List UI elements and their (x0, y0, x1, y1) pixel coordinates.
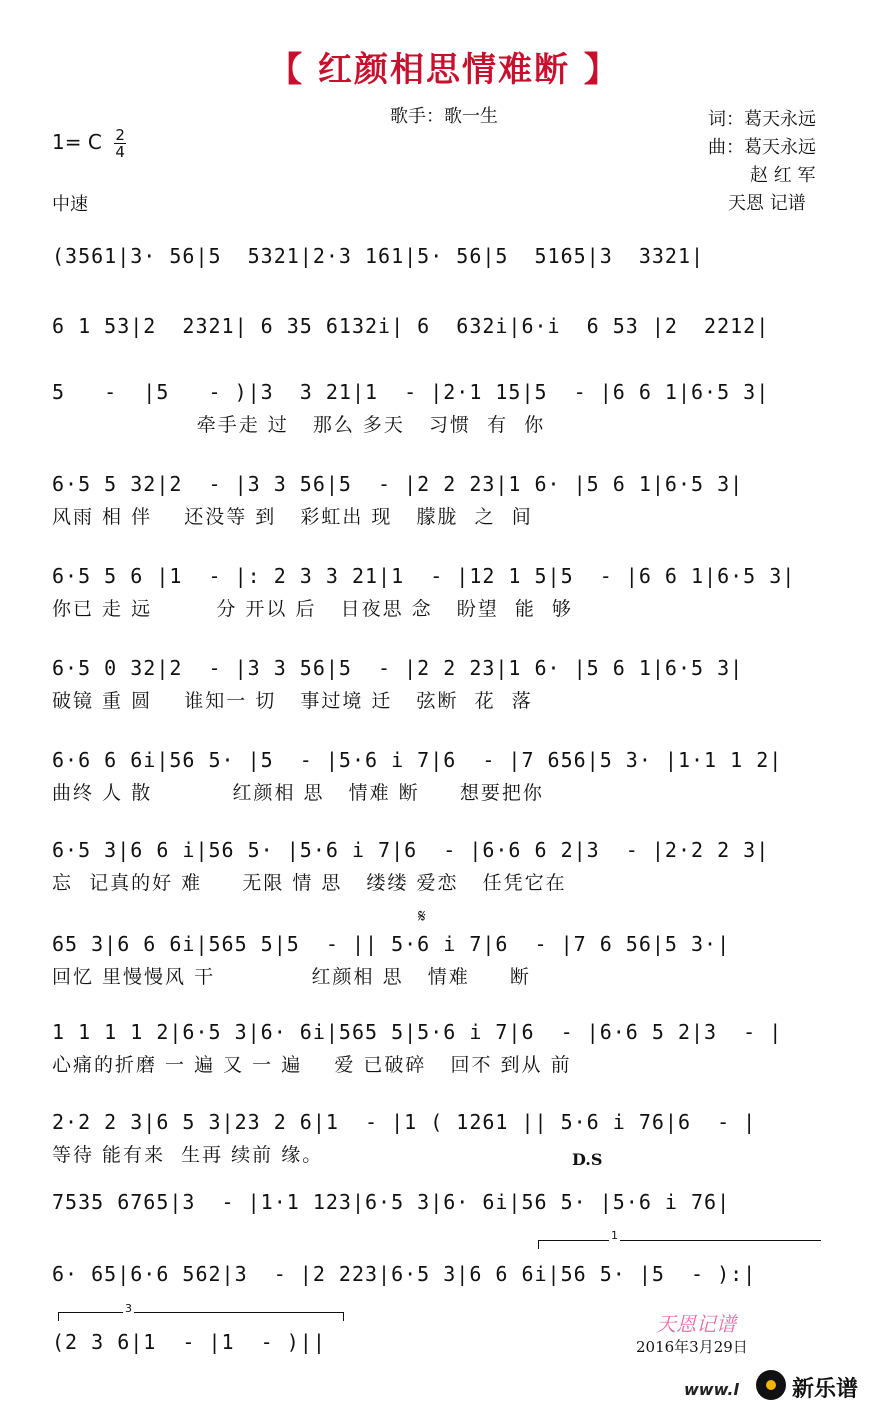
first-ending-label: 1 (611, 1229, 618, 1242)
notation-line: 7535 6765|3 - |1·1 123|6·5 3|6· 6i|56 5· |5·6 i 76| (52, 1190, 731, 1214)
lyricist-credit: 词：葛天永远 (708, 109, 816, 130)
page-title: 【 红颜相思情难断 】 (268, 50, 620, 90)
credits-block (708, 106, 816, 218)
watermark-url[interactable]: www.l (684, 1380, 739, 1399)
score-row (52, 562, 828, 622)
lyric-line: 你已 走 远 分 开以 后 日夜思 念 盼望 能 够 (52, 598, 573, 620)
notation-line: 6·6 6 6i|56 5· |5 - |5·6 i 7|6 - |7 656|5 3· |1·1 1 2| (52, 748, 783, 772)
score-row (52, 1188, 828, 1216)
notation-line: 6 1 53|2 2321| 6 35 6132i| 6 632i|6·i 6 53 |2 2212| (52, 314, 770, 338)
transcription-date: 2016年3月29日 (636, 1338, 748, 1356)
score-row (52, 1018, 828, 1078)
segno-icon: 𝄋 (418, 906, 426, 927)
triplet-label: 3 (125, 1302, 132, 1315)
lyric-line: 破镜 重 圆 谁知一 切 事过境 迁 弦断 花 落 (52, 690, 533, 712)
record-disc-icon (756, 1370, 786, 1400)
lyric-line: 忘 记真的好 难 无限 情 思 缕缕 爱恋 任凭它在 (52, 872, 567, 894)
watermark-brand[interactable]: 新乐谱 (792, 1377, 859, 1402)
time-signature-top: 2 (115, 126, 125, 144)
score-row (52, 836, 828, 896)
composer-credit-second: 赵 红 军 (750, 165, 816, 186)
first-ending-bracket (538, 1229, 821, 1249)
lyric-line: 牵手走 过 那么 多天 习惯 有 你 (52, 414, 546, 436)
lyric-line: 心痛的折磨 一 遍 又 一 遍 爱 已破碎 回不 到从 前 (52, 1054, 572, 1076)
notation-line: 6·5 5 32|2 - |3 3 56|5 - |2 2 23|1 6· |5 6 1|6·5 3| (52, 472, 744, 496)
composer-credit: 曲：葛天永远 (708, 137, 816, 158)
score-row (52, 242, 828, 270)
key-signature (52, 128, 126, 159)
transcriber-stamp: 天恩记谱 (656, 1312, 736, 1336)
score-row (52, 654, 828, 714)
lyric-line: 曲终 人 散 红颜相 思 情难 断 想要把你 (52, 782, 544, 804)
score-row (52, 1260, 828, 1288)
transcriber-credit: 天恩 记谱 (728, 193, 806, 214)
notation-line: 65 3|6 6 6i|565 5|5 - || 5·6 i 7|6 - |7 6 56|5 3·| (52, 932, 731, 956)
notation-line: 1 1 1 1 2|6·5 3|6· 6i|565 5|5·6 i 7|6 - |6·6 5 2|3 - | (52, 1020, 783, 1044)
score-row (52, 470, 828, 530)
notation-line: 6·5 0 32|2 - |3 3 56|5 - |2 2 23|1 6· |5 6 1|6·5 3| (52, 656, 744, 680)
lyric-line: 风雨 相 伴 还没等 到 彩虹出 现 朦胧 之 间 (52, 506, 533, 528)
notation-line: (3561|3· 56|5 5321|2·3 161|5· 56|5 5165|3 3321| (52, 244, 705, 268)
tempo-marking: 中速 (52, 194, 88, 215)
score-row (52, 378, 828, 438)
ds-marking: D.S (572, 1150, 603, 1169)
notation-line: 2·2 2 3|6 5 3|23 2 6|1 - |1 ( 1261 || 5·6 i 76|6 - | (52, 1110, 757, 1134)
score-row (52, 312, 828, 340)
lyric-line: 回忆 里慢慢风 干 红颜相 思 情难 断 (52, 966, 531, 988)
score-row (52, 930, 828, 990)
score-row (52, 1108, 828, 1168)
notation-line: 6·5 3|6 6 i|56 5· |5·6 i 7|6 - |6·6 6 2|3 - |2·2 2 3| (52, 838, 770, 862)
notation-line: 5 - |5 - )|3 3 21|1 - |2·1 15|5 - |6 6 1|6·5 3| (52, 380, 770, 404)
lyric-line: 等待 能有来 生再 续前 缘。 (52, 1144, 324, 1166)
notation-line: (2 3 6|1 - |1 - )|| (52, 1330, 326, 1354)
key-label: 1= C (52, 130, 102, 154)
notation-line: 6· 65|6·6 562|3 - |2 223|6·5 3|6 6 6i|56 5· |5 - ):| (52, 1262, 757, 1286)
singer-credit: 歌手：歌一生 (390, 106, 498, 127)
time-signature-bottom: 4 (115, 143, 125, 161)
time-signature (114, 128, 126, 159)
triplet-bracket (58, 1302, 344, 1321)
score-row (52, 746, 828, 806)
notation-line: 6·5 5 6 |1 - |: 2 3 3 21|1 - |12 1 5|5 - |6 6 1|6·5 3| (52, 564, 796, 588)
